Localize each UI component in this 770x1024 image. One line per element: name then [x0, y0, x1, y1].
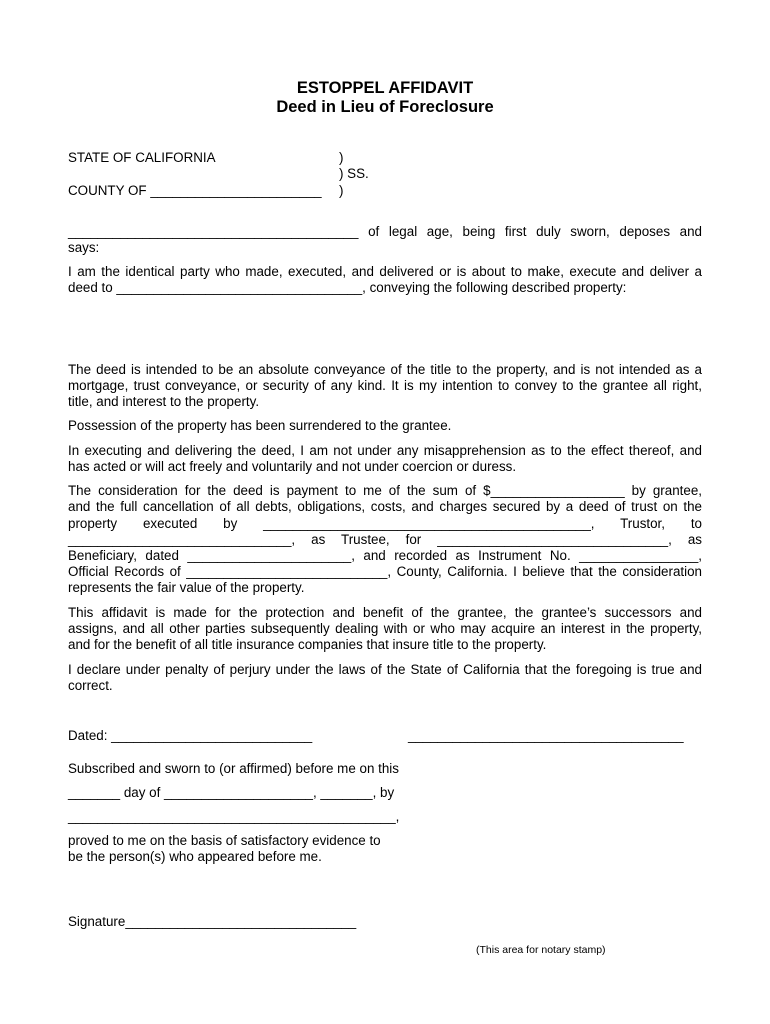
- venue-county: COUNTY OF _______________________: [68, 183, 322, 198]
- perjury-line-1: I declare under penalty of perjury under the laws of the State of California that the foregoing is true and: [68, 662, 702, 677]
- identical-line-1: I am the identical party who made, executed, and delivered or is about to make, execute and deliver a: [68, 264, 702, 279]
- deed-line-3: title, and interest to the property.: [68, 394, 260, 409]
- affiant-signature-line[interactable]: _____________________________________: [408, 728, 684, 743]
- intro-line-1: _______________________________________ of legal age, being first duly sworn, deposes and: [68, 224, 702, 239]
- notary-signature-line[interactable]: Signature_______________________________: [68, 914, 357, 929]
- notary-subscribed: Subscribed and sworn to (or affirmed) before me on this: [68, 761, 399, 776]
- deed-line-1: The deed is intended to be an absolute conveyance of the title to the property, and is not intended as a: [68, 362, 702, 377]
- protection-line-1: This affidavit is made for the protection and benefit of the grantee, the grantee’s successors and: [68, 605, 702, 620]
- perjury-line-2: correct.: [68, 678, 113, 693]
- executing-line-2: has acted or will act freely and voluntarily and not under coercion or duress.: [68, 459, 517, 474]
- executing-line-1: In executing and delivering the deed, I am not under any misapprehension as to the effect thereof, and: [68, 443, 702, 458]
- identical-line-2: deed to _________________________________, conveying the following described property:: [68, 280, 627, 295]
- notary-day-line[interactable]: _______ day of ____________________, _______, by: [68, 785, 395, 800]
- notary-name-line[interactable]: ____________________________________________,: [68, 809, 400, 824]
- protection-line-3: and for the benefit of all title insurance companies that insure title to the property.: [68, 637, 547, 652]
- venue-paren-ss: ) SS.: [339, 166, 369, 181]
- consideration-line-5: Beneficiary, dated ______________________, and recorded as Instrument No. ________________,: [68, 548, 702, 563]
- consideration-line-1: The consideration for the deed is payment to me of the sum of $__________________ by grantee,: [68, 483, 702, 498]
- consideration-line-6: Official Records of ___________________________, County, California. I believe that the consideration: [68, 564, 702, 579]
- consideration-line-4: ______________________________, as Trustee, for _______________________________, as: [68, 532, 702, 547]
- venue-state: STATE OF CALIFORNIA: [68, 150, 216, 165]
- intro-line-2: says:: [68, 240, 100, 255]
- dated-field[interactable]: Dated: ___________________________: [68, 728, 313, 743]
- protection-line-2: assigns, and all other parties subsequently dealing with or who may acquire an interest in the property,: [68, 621, 702, 636]
- deed-line-2: mortgage, trust conveyance, or security of any kind. It is my intention to convey to the grantee all right,: [68, 378, 702, 393]
- venue-paren-3: ): [339, 183, 344, 198]
- consideration-line-7: represents the fair value of the property.: [68, 580, 305, 595]
- consideration-line-2: and the full cancellation of all debts, obligations, costs, and charges secured by a deed of trust on the: [68, 499, 702, 514]
- possession-line: Possession of the property has been surrendered to the grantee.: [68, 418, 452, 433]
- notary-proved-line-2: be the person(s) who appeared before me.: [68, 849, 322, 864]
- document-title: ESTOPPEL AFFIDAVIT: [296, 79, 474, 97]
- notary-proved-line-1: proved to me on the basis of satisfactory evidence to: [68, 833, 381, 848]
- venue-paren-1: ): [339, 150, 344, 165]
- notary-stamp-note: (This area for notary stamp): [476, 944, 606, 956]
- document-subtitle: Deed in Lieu of Foreclosure: [276, 98, 494, 116]
- consideration-line-3: property executed by ____________________________________________, Trustor, to: [68, 516, 702, 531]
